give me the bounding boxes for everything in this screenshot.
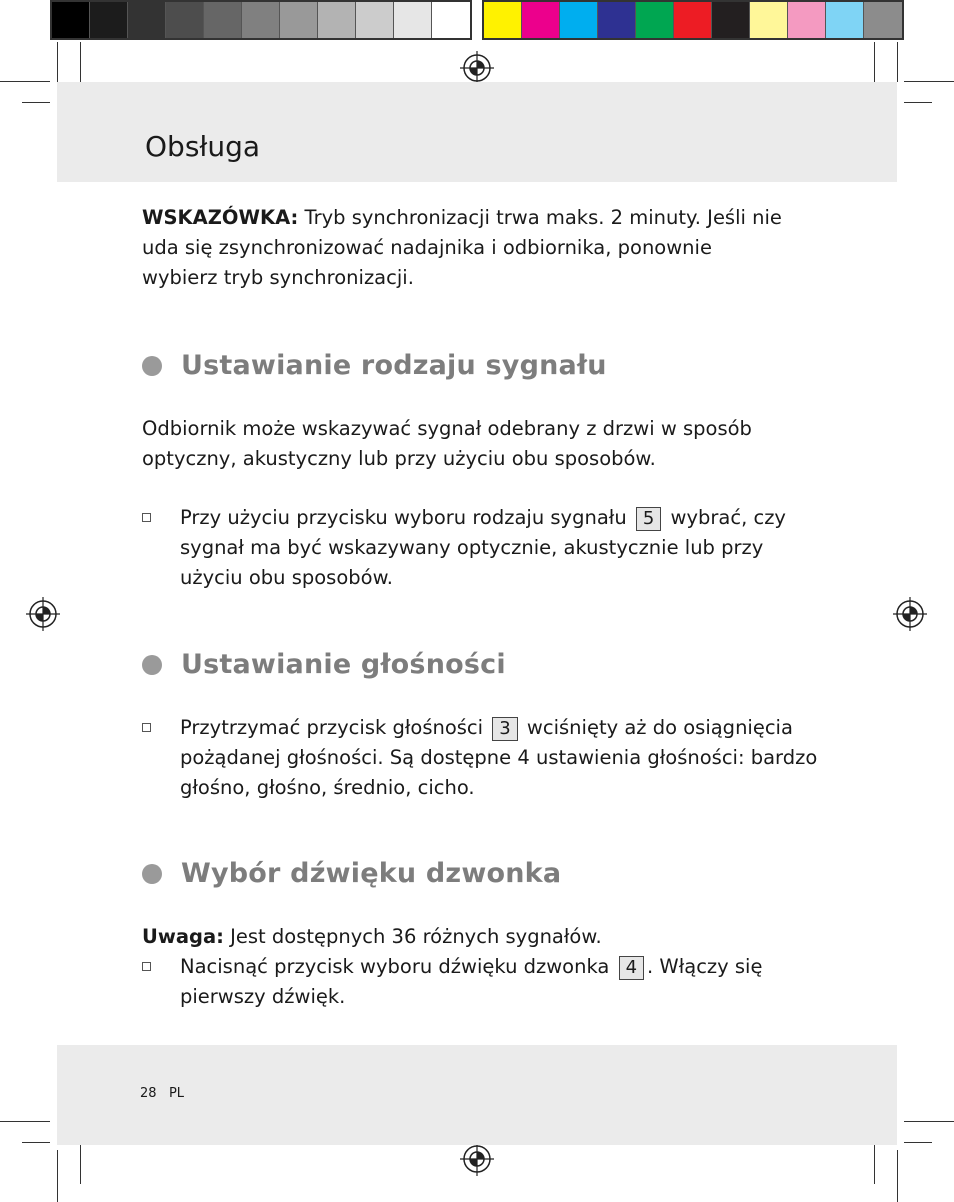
color-swatch	[356, 2, 394, 38]
crop-mark	[57, 42, 58, 82]
registration-mark-icon	[460, 51, 494, 85]
section-intro: Odbiornik może wskazywać sygnał odebrany z drzwi w sposób optyczny, akustyczny lub przy użyciu obu sposobów.	[142, 417, 752, 470]
ref-number-badge: 5	[636, 507, 661, 531]
crop-mark	[897, 42, 898, 82]
color-swatch	[674, 2, 712, 38]
color-swatch	[432, 2, 470, 38]
registration-mark-icon	[460, 1142, 494, 1176]
note-label: Uwaga:	[142, 925, 224, 948]
page-footer	[140, 1086, 184, 1101]
color-strip	[482, 0, 904, 40]
color-swatch	[128, 2, 166, 38]
checkbox-bullet-icon	[142, 513, 151, 522]
section-title: Wybór dźwięku dzwonka	[181, 858, 562, 889]
crop-mark	[897, 1150, 898, 1202]
crop-mark	[0, 1121, 50, 1122]
language-code: PL	[168, 1086, 185, 1101]
color-swatch	[90, 2, 128, 38]
color-swatch	[560, 2, 598, 38]
section-heading-ringtone	[142, 858, 561, 889]
color-swatch	[318, 2, 356, 38]
color-swatch	[788, 2, 826, 38]
color-swatch	[636, 2, 674, 38]
crop-mark	[22, 1142, 50, 1143]
color-swatch	[484, 2, 522, 38]
section-heading-signal	[142, 350, 607, 381]
crop-mark	[80, 1140, 81, 1184]
section-title: Ustawianie głośności	[181, 649, 506, 680]
color-swatch	[598, 2, 636, 38]
registration-mark-icon	[26, 597, 60, 631]
list-item	[142, 952, 822, 1012]
note-label: WSKAZÓWKA:	[142, 206, 299, 229]
checkbox-bullet-icon	[142, 723, 151, 732]
crop-mark	[904, 102, 932, 103]
bullet-dot-icon	[142, 356, 162, 376]
crop-mark	[904, 1121, 954, 1122]
color-swatch	[864, 2, 902, 38]
color-swatch	[712, 2, 750, 38]
ref-number-badge: 4	[619, 956, 644, 980]
color-swatch	[204, 2, 242, 38]
color-swatch	[242, 2, 280, 38]
crop-mark	[57, 1150, 58, 1202]
list-item	[142, 503, 822, 593]
crop-mark	[0, 81, 50, 82]
crop-mark	[874, 1140, 875, 1184]
section-title: Ustawianie rodzaju sygnału	[181, 350, 607, 381]
section-heading-volume	[142, 649, 506, 680]
list-item-text: Przytrzymać przycisk głośności 3 wciśnięty aż do osiągnięcia pożądanej głośności. Są dostępne 4 ustawienia głośności: bardzo głośno, głośno, średnio, cicho.	[180, 716, 818, 799]
page-number: 28	[140, 1086, 157, 1101]
color-swatch	[522, 2, 560, 38]
page-title: Obsługa	[145, 130, 261, 163]
crop-mark	[904, 1142, 932, 1143]
list-item-text: Nacisnąć przycisk wyboru dźwięku dzwonka 4 . Włączy się pierwszy dźwięk.	[180, 955, 763, 1008]
checkbox-bullet-icon	[142, 962, 151, 971]
bullet-dot-icon	[142, 655, 162, 675]
note-text: Tryb synchronizacji trwa maks. 2 minuty. Jeśli nie uda się zsynchronizować nadajnika i odbiornika, ponownie wybierz tryb synchronizacji.	[142, 206, 782, 289]
color-swatch	[166, 2, 204, 38]
note-paragraph	[142, 203, 792, 293]
bullet-dot-icon	[142, 864, 162, 884]
crop-mark	[904, 81, 954, 82]
color-swatch	[394, 2, 432, 38]
ringtone-note	[142, 922, 822, 952]
ref-number-badge: 3	[492, 717, 517, 741]
registration-mark-icon	[893, 597, 927, 631]
grayscale-strip	[50, 0, 472, 40]
list-item-text: Przy użyciu przycisku wyboru rodzaju sygnału 5 wybrać, czy sygnał ma być wskazywany optycznie, akustycznie lub przy użyciu obu sposobów.	[180, 506, 786, 589]
list-item	[142, 713, 822, 803]
color-swatch	[280, 2, 318, 38]
crop-mark	[22, 102, 50, 103]
color-swatch	[826, 2, 864, 38]
note-text: Jest dostępnych 36 różnych sygnałów.	[223, 925, 602, 948]
color-swatch	[52, 2, 90, 38]
color-swatch	[750, 2, 788, 38]
